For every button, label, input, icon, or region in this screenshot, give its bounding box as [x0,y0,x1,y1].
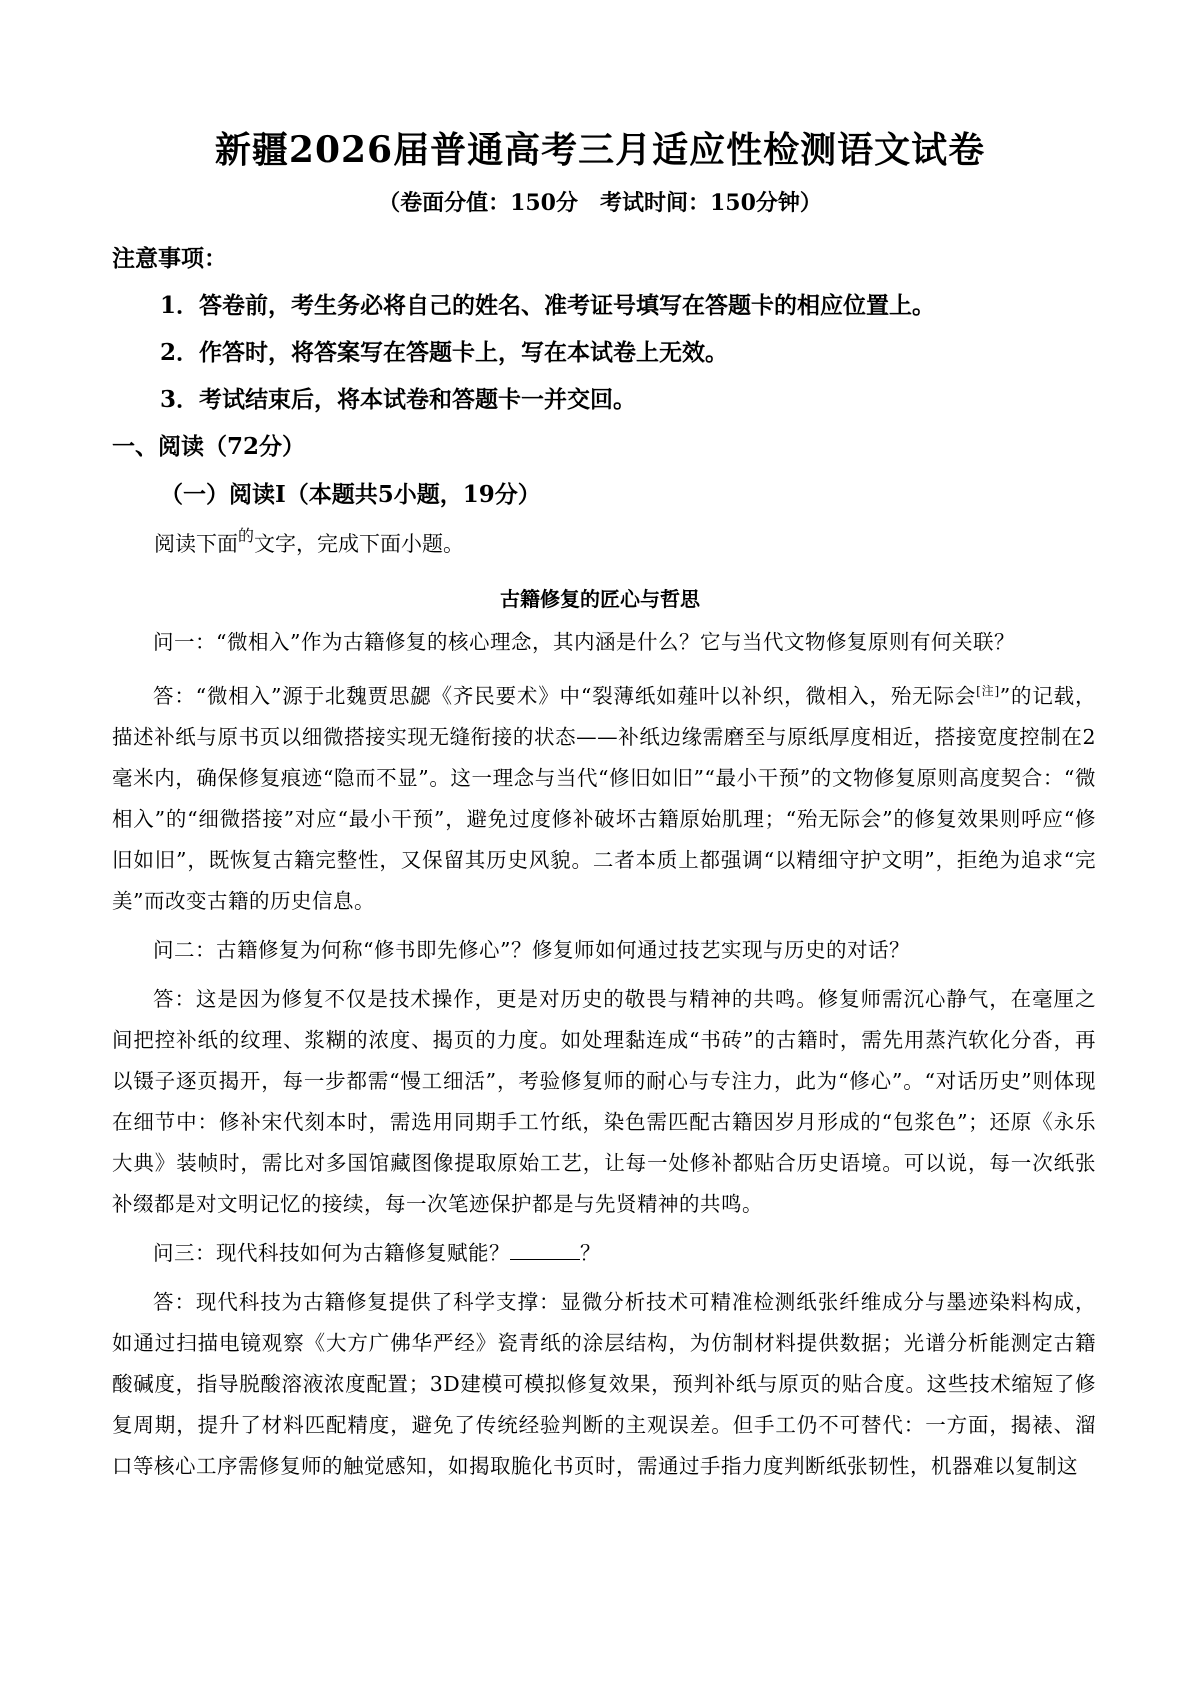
question-1: 问一：“微相入”作为古籍修复的核心理念，其内涵是什么？它与当代文物修复原则有何关联？ [153,630,1015,654]
answer-2: 答：这是因为修复不仅是技术操作，更是对历史的敬畏与精神的共鸣。修复师需沉心静气，在毫厘之间把控补纸的纹理、浆糊的浓度、揭页的力度。如处理黏连成“书砖”的古籍时，需先用蒸汽软化分沓，再以镊子逐页揭开，每一步都需“慢工细活”，考验修复师的耐心与专注力，此为“修心”。“对话历史”则体现在细节中：修补宋代刻本时，需选用同期手工竹纸，染色需匹配古籍因岁月形成的“包浆色”；还原《永乐大典》装帧时，需比对多国馆藏图像提取原始工艺，让每一处修补都贴合历史语境。可以说，每一次纸张补缀都是对文明记忆的接续，每一次笔迹保护都是与先贤精神的共鸣。 [112,986,1096,1216]
exam-subtitle: （卷面分值：150分 考试时间：150分钟） [378,190,822,216]
question-3 [112,1233,1096,1274]
answer-1-part1: 答：“微相入”源于北魏贾思勰《齐民要术》中“裂薄纸如薤叶以补织，微相入，殆无际会 [153,683,977,708]
answer-1-part2: ”的记载，描述补纸与原书页以细微搭接实现无缝衔接的状态——补纸边缘需磨至与原纸厚度相近，搭接宽度控制在2毫米内，确保修复痕迹“隐而不显”。这一理念与当代“修旧如旧”“最小干预”的文物修复原则高度契合：“微相入”的“细微搭接”对应“最小干预”，避免过度修补破坏古籍原始肌理；“殆无际会”的修复效果则呼应“修旧如旧”，既恢复古籍完整性，又保留其历史风貌。二者本质上都强调“以精细守护文明”，拒绝为追求“完美”而改变古籍的历史信息。 [112,683,1096,913]
exam-title: 新疆2026届普通高考三月适应性检测语文试卷 [214,129,986,171]
notice-heading: 注意事项： [112,245,227,272]
intro-prefix: 阅读下面 [154,532,238,556]
article-body [112,622,1096,1495]
question-3-text: 问三：现代科技如何为古籍修复赋能？ [153,1240,510,1265]
question-2: 问二：古籍修复为何称“修书即先修心”？修复师如何通过技艺实现与历史的对话？ [153,937,910,962]
question-3-suffix: ？ [580,1240,601,1265]
answer-3: 答：现代科技为古籍修复提供了科学支撑：显微分析技术可精准检测纸张纤维成分与墨迹染料构成，如通过扫描电镜观察《大方广佛华严经》瓷青纸的涂层结构，为仿制材料提供数据；光谱分析能测定古籍酸碱度，指导脱酸溶液浓度配置；3D建模可模拟修复效果，预判补纸与原页的贴合度。这些技术缩短了修复周期，提升了材料匹配精度，避免了传统经验判断的主观误差。但手工仍不可替代：一方面，揭裱、溜口等核心工序需修复师的触觉感知，如揭取脆化书页时，需通过手指力度判断纸张韧性，机器难以复制这 [112,1289,1096,1478]
answer-blank [510,1241,580,1260]
footnote-marker: [注] [976,684,1000,698]
section-heading: 一、阅读（72分） [112,433,306,460]
intro-suffix: 文字，完成下面小题。 [254,532,465,556]
notice-item-2: 2．作答时，将答案写在答题卡上，写在本试卷上无效。 [160,339,729,366]
notice-item-1: 1．答卷前，考生务必将自己的姓名、准考证号填写在答题卡的相应位置上。 [160,292,936,319]
answer-1 [112,671,1096,922]
article-title: 古籍修复的匠心与哲思 [500,587,700,611]
reading-instruction [154,528,464,558]
notice-item-3: 3．考试结束后，将本试卷和答题卡一并交回。 [160,386,637,413]
section-sub-heading: （一）阅读Ⅰ（本题共5小题，19分） [160,481,541,508]
intro-sup: 的 [238,526,255,545]
